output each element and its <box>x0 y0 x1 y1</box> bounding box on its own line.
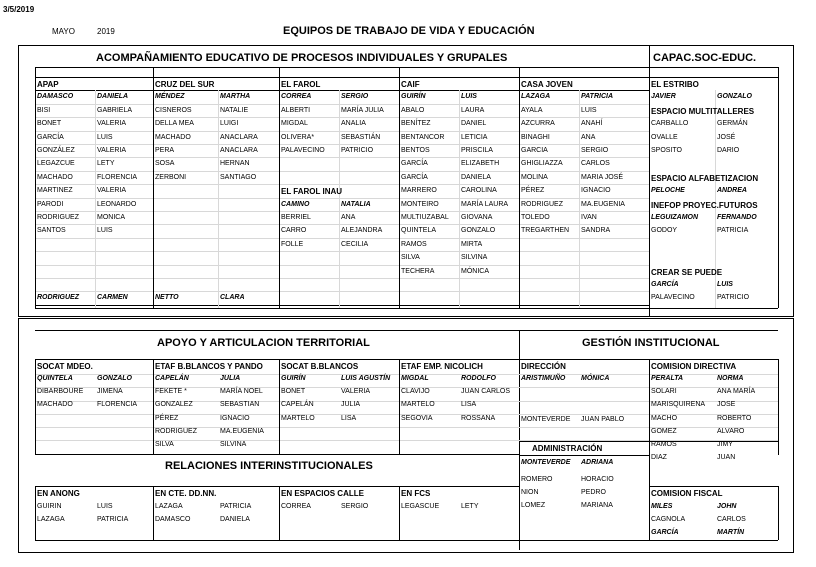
comision-fiscal-cell: CAGNOLA <box>651 516 686 523</box>
casa-joven-cell: ANAHÍ <box>581 120 603 127</box>
el-estribo-head: GONZALO <box>717 93 752 100</box>
espacio-multitalleres-cell: SPOSITO <box>651 147 682 154</box>
comision-directiva-cell: ALVARO <box>717 428 745 435</box>
caif-cell: MARRERO <box>401 187 437 194</box>
casa-joven-cell: RODRIGUEZ <box>521 201 563 208</box>
direccion-cell: JUAN PABLO <box>581 416 625 423</box>
grid-line <box>35 198 649 199</box>
etaf-bblancos-cell: GONZALEZ <box>155 401 193 408</box>
apap-cell: LETY <box>97 160 115 167</box>
administracion-name: ADMINISTRACIÓN <box>532 444 603 453</box>
el-farol-cell: ALBERTI <box>281 107 311 114</box>
grid-line <box>399 359 400 455</box>
en-cte-ddnn-name: EN CTE. DD.NN. <box>155 489 217 498</box>
espacio-alfabetizacion-head: ANDREA <box>717 187 747 194</box>
etaf-bblancos-cell: SILVINA <box>220 441 247 448</box>
comision-directiva-cell: JUAN <box>717 454 736 461</box>
grid-line <box>579 90 580 308</box>
apap-head: DANIELA <box>97 93 129 100</box>
cruz-del-sur-cell: ANACLARA <box>220 134 258 141</box>
el-farol-head: CORREA <box>281 93 312 100</box>
caif-cell: GARCÍA <box>401 160 428 167</box>
etaf-nicolich-cell: RODOLFO <box>461 375 496 382</box>
el-farol-cell: SEBASTIÁN <box>341 134 381 141</box>
etaf-nicolich-cell: SEGOVIA <box>401 415 433 422</box>
caif-cell: BENÍTEZ <box>401 120 431 127</box>
grid-line <box>35 540 778 541</box>
apap-cell: GARCÍA <box>37 134 64 141</box>
comision-directiva-cell: ANA MARÍA <box>717 388 756 395</box>
caif-cell: DANIEL <box>461 120 487 127</box>
socat-mdeo-cell: FLORENCIA <box>97 401 138 408</box>
cruz-del-sur-cell: CISNEROS <box>155 107 192 114</box>
casa-joven-cell: MA.EUGENIA <box>581 201 625 208</box>
grid-line <box>649 359 650 540</box>
inefop-cell: GODOY <box>651 227 678 234</box>
apap-cell: LEONARDO <box>97 201 137 208</box>
el-farol-head: SERGIO <box>341 93 369 100</box>
en-espacios-calle-cell: CORREA <box>281 503 311 510</box>
comision-directiva-cell: RAMOS <box>651 441 677 448</box>
etaf-bblancos-cell: RODRIGUEZ <box>155 428 197 435</box>
socat-bblancos-head: GUIRÍN <box>281 375 306 382</box>
etaf-nicolich-cell: LISA <box>461 401 477 408</box>
comision-directiva-cell: MACHO <box>651 415 678 422</box>
socat-mdeo-name: SOCAT MDEO. <box>37 362 93 371</box>
caif-cell: GIOVANA <box>461 214 493 221</box>
el-estribo-head: JAVIER <box>651 93 676 100</box>
en-espacios-calle-cell: SERGIO <box>341 503 369 510</box>
apap-cell: MONICA <box>97 214 125 221</box>
caif-cell: SILVA <box>401 254 420 261</box>
grid-line <box>18 318 794 319</box>
el-farol-inau-cell: BERRIEL <box>281 214 311 221</box>
casa-joven-cell: TOLEDO <box>521 214 550 221</box>
grid-line <box>35 117 649 118</box>
caif-head: LUIS <box>461 93 477 100</box>
caif-cell: BENTANCOR <box>401 134 445 141</box>
cruz-del-sur-cell: LUIGI <box>220 120 239 127</box>
grid-line <box>35 265 649 266</box>
grid-line <box>35 305 649 306</box>
el-farol-cell: OLIVERA* <box>281 134 315 141</box>
apap-cell: VALERIA <box>97 147 127 154</box>
socat-bblancos-head: LUIS AGUSTÍN <box>341 375 391 382</box>
grid-line <box>153 359 154 455</box>
apap-head: DAMASCO <box>37 93 74 100</box>
apap-cell: LEGAZCUE <box>37 160 75 167</box>
cruz-del-sur-foot: CLARA <box>220 294 245 301</box>
comision-fiscal-cell: MARTÍN <box>717 529 745 536</box>
grid-line <box>649 67 650 308</box>
apap-cell: MACHADO <box>37 174 73 181</box>
comision-fiscal-cell: GARCÍA <box>651 529 679 536</box>
etaf-bblancos-cell: MA.EUGENIA <box>220 428 264 435</box>
el-farol-name: EL FAROL <box>281 80 321 89</box>
caif-cell: BENTOS <box>401 147 430 154</box>
en-anong-cell: LAZAGA <box>37 516 65 523</box>
en-fcs-cell: LETY <box>461 503 479 510</box>
grid-line <box>35 224 649 225</box>
casa-joven-cell: IVAN <box>581 214 597 221</box>
crear-se-puede-name: CREAR SE PUEDE <box>651 268 723 277</box>
etaf-nicolich-cell: JUAN CARLOS <box>461 388 511 395</box>
comision-directiva-cell: GOMEZ <box>651 428 677 435</box>
grid-line <box>35 238 649 239</box>
casa-joven-cell: MARIA JOSÉ <box>581 174 624 181</box>
grid-line <box>35 278 649 279</box>
grid-line <box>18 316 794 317</box>
administracion-cell: LOMEZ <box>521 502 546 510</box>
grid-line <box>35 211 649 212</box>
socat-mdeo-head: GONZALO <box>97 375 132 382</box>
grid-line <box>218 90 219 308</box>
grid-line <box>18 45 794 46</box>
comision-directiva-name: COMISION DIRECTIVA <box>651 362 737 371</box>
grid-line <box>35 104 649 105</box>
comision-directiva-cell: JIMY <box>717 441 733 448</box>
apap-cell: GABRIELA <box>97 107 133 114</box>
apap-cell: VALERIA <box>97 187 127 194</box>
administracion-head: ADRIANA <box>581 459 614 466</box>
grid-line <box>778 67 779 308</box>
administracion-cell: PEDRO <box>581 489 606 497</box>
socat-mdeo-cell: MACHADO <box>37 401 73 408</box>
grid-line <box>279 486 280 540</box>
socat-bblancos-cell: CAPELÁN <box>281 401 314 408</box>
grid-line <box>399 486 400 540</box>
caif-cell: LAURA <box>461 107 485 114</box>
en-cte-ddnn-cell: PATRICIA <box>220 503 252 510</box>
cruz-del-sur-cell: DELLA MEA <box>155 120 194 127</box>
casa-joven-cell: PÉREZ <box>521 187 545 194</box>
caif-cell: ABALO <box>401 107 425 114</box>
el-farol-inau-head: CAMINO <box>281 201 310 208</box>
etaf-nicolich-cell: CLAVIJO <box>401 388 430 395</box>
direccion-head: MÓNICA <box>581 375 610 382</box>
grid-line <box>18 318 19 553</box>
etaf-bblancos-cell: IGNACIO <box>220 415 250 422</box>
espacio-multitalleres-cell: DARIO <box>717 147 740 154</box>
administracion-cell: MARIANA <box>581 502 613 510</box>
comision-directiva-head: NORMA <box>717 375 744 382</box>
cruz-del-sur-cell: HERNAN <box>220 160 250 167</box>
cruz-del-sur-cell: SANTIAGO <box>220 174 257 181</box>
en-fcs-name: EN FCS <box>401 489 431 498</box>
etaf-bblancos-cell: SEBASTIAN <box>220 401 260 408</box>
en-cte-ddnn-cell: DAMASCO <box>155 516 191 523</box>
grid-line <box>35 308 778 309</box>
apap-cell: RODRIGUEZ <box>37 214 79 221</box>
socat-bblancos-cell: JULIA <box>341 401 361 408</box>
caif-cell: ELIZABETH <box>461 160 500 167</box>
cruz-del-sur-cell: ANACLARA <box>220 147 258 154</box>
cruz-del-sur-foot: NETTO <box>155 294 179 301</box>
grid-line <box>95 90 96 308</box>
grid-line <box>35 330 778 331</box>
casa-joven-cell: GARCIA <box>521 147 548 154</box>
cruz-del-sur-cell: SOSA <box>155 160 175 167</box>
en-fcs-cell: LEGASCUE <box>401 503 440 510</box>
casa-joven-cell: LUIS <box>581 107 597 114</box>
apap-cell: BONET <box>37 120 62 127</box>
etaf-nicolich-cell: ROSSANA <box>461 415 496 422</box>
comision-directiva-cell: DIAZ <box>651 454 667 461</box>
cruz-del-sur-cell: PERA <box>155 147 175 154</box>
en-cte-ddnn-cell: DANIELA <box>220 516 250 523</box>
apap-foot: CARMEN <box>97 294 128 301</box>
caif-cell: DANIELA <box>461 174 491 181</box>
crear-se-puede-head: LUIS <box>717 281 733 288</box>
grid-line <box>279 359 280 455</box>
grid-line <box>35 184 649 185</box>
el-estribo-name: EL ESTRIBO <box>651 80 699 89</box>
apap-cell: LUIS <box>97 134 113 141</box>
crear-se-puede-head: GARCÍA <box>651 281 679 288</box>
caif-cell: TECHERA <box>401 268 435 275</box>
apap-foot: RODRIGUEZ <box>37 294 79 301</box>
grid-line <box>153 67 154 308</box>
el-farol-cell: PALAVECINO <box>281 147 325 154</box>
grid-line <box>793 318 794 553</box>
en-espacios-calle-name: EN ESPACIOS CALLE <box>281 489 364 498</box>
caif-cell: MIRTA <box>461 241 483 248</box>
casa-joven-cell: CARLOS <box>581 160 610 167</box>
el-farol-inau-cell: ALEJANDRA <box>341 227 383 234</box>
grid-line <box>35 67 36 308</box>
apap-cell: PARODI <box>37 201 64 208</box>
comision-fiscal-cell: CARLOS <box>717 516 746 523</box>
grid-line <box>35 171 649 172</box>
grid-line <box>793 45 794 317</box>
grid-line <box>35 90 649 91</box>
espacio-multitalleres-cell: JOSÉ <box>717 134 736 141</box>
espacio-multitalleres-cell: OVALLE <box>651 134 678 141</box>
en-anong-name: EN ANONG <box>37 489 80 498</box>
socat-mdeo-head: QUINTELA <box>37 375 73 382</box>
report-month: MAYO <box>52 27 75 36</box>
apap-cell: LUIS <box>97 227 113 234</box>
espacio-alfabetizacion-name: ESPACIO ALFABETIZACION <box>651 174 759 183</box>
report-date: 3/5/2019 <box>3 5 35 14</box>
etaf-bblancos-cell: MARÍA NOEL <box>220 388 263 395</box>
grid-line <box>35 359 36 455</box>
apap-name: APAP <box>37 80 59 89</box>
cruz-del-sur-cell: MACHADO <box>155 134 191 141</box>
en-anong-cell: GUIRIN <box>37 503 62 510</box>
comision-fiscal-head: MILES <box>651 503 673 510</box>
caif-cell: QUINTELA <box>401 227 437 234</box>
casa-joven-cell: AYALA <box>521 107 543 114</box>
el-farol-cell: ANALIA <box>341 120 366 127</box>
el-farol-inau-head: NATALIA <box>341 201 371 208</box>
etaf-bblancos-name: ETAF B.BLANCOS Y PANDO <box>155 362 263 371</box>
inefop-head: FERNANDO <box>717 214 757 221</box>
casa-joven-head: LAZAGA <box>521 93 551 100</box>
grid-line <box>35 454 519 455</box>
grid-line <box>18 552 794 553</box>
etaf-bblancos-cell: SILVA <box>155 441 174 448</box>
caif-cell: GARCÍA <box>401 174 428 181</box>
capac-title: CAPAC.SOC-EDUC. <box>653 52 757 64</box>
grid-line <box>35 486 519 487</box>
grid-line <box>35 291 649 292</box>
el-farol-cell: MARÍA JULIA <box>341 107 384 114</box>
casa-joven-name: CASA JOVEN <box>521 80 573 89</box>
etaf-bblancos-head: JULIA <box>220 375 241 382</box>
grid-line <box>778 486 779 540</box>
caif-cell: MONTEIRO <box>401 201 439 208</box>
administracion-head: MONTEVERDE <box>521 459 571 466</box>
espacio-multitalleres-cell: CARBALLO <box>651 120 689 127</box>
casa-joven-cell: SERGIO <box>581 147 609 154</box>
administracion-cell: HORACIO <box>581 476 614 483</box>
inefop-head: LEGUIZAMON <box>651 214 699 221</box>
grid-line <box>153 486 154 540</box>
grid-line <box>778 359 779 455</box>
crear-se-puede-cell: PATRICIO <box>717 294 750 301</box>
apap-cell: GONZÁLEZ <box>37 147 75 154</box>
caif-cell: PRISCILA <box>461 147 493 154</box>
espacio-multitalleres-cell: GERMÁN <box>717 120 748 127</box>
comision-fiscal-head: JOHN <box>717 503 737 510</box>
socat-mdeo-cell: DIBARBOURE <box>37 388 84 395</box>
administracion-cell: NION <box>521 489 539 497</box>
etaf-bblancos-cell: FEKETE * <box>155 388 187 395</box>
el-farol-inau-cell: FOLLE <box>281 241 304 248</box>
cruz-del-sur-cell: NATALIE <box>220 107 249 114</box>
en-cte-ddnn-cell: LAZAGA <box>155 503 183 510</box>
casa-joven-cell: IGNACIO <box>581 187 611 194</box>
comision-directiva-cell: MARISQUIRENA <box>651 401 706 408</box>
direccion-head: ARISTIMUÑO <box>521 375 566 382</box>
inefop-name: INEFOP PROYEC.FUTUROS <box>651 201 758 210</box>
socat-bblancos-cell: BONET <box>281 388 306 395</box>
etaf-nicolich-cell: MARTELO <box>401 401 435 408</box>
espacio-multitalleres-name: ESPACIO MULTITALLERES <box>651 107 755 116</box>
grid-line <box>339 90 340 308</box>
inefop-cell: PATRICIA <box>717 227 749 234</box>
gestion-title: GESTIÓN INSTITUCIONAL <box>582 337 720 349</box>
el-farol-inau-cell: CECILIA <box>341 241 369 248</box>
caif-cell: RAMOS <box>401 241 427 248</box>
el-farol-inau-name: EL FAROL INAU <box>281 187 343 196</box>
caif-cell: GONZALO <box>461 227 496 234</box>
apap-cell: MARTINEZ <box>37 187 73 194</box>
grid-line <box>519 455 649 456</box>
casa-joven-cell: ANA <box>581 134 596 141</box>
grid-line <box>649 486 778 487</box>
grid-line <box>35 67 778 68</box>
grid-line <box>35 157 649 158</box>
apoyo-title: APOYO Y ARTICULACION TERRITORIAL <box>157 337 370 349</box>
socat-mdeo-cell: JIMENA <box>97 388 123 395</box>
crear-se-puede-cell: PALAVECINO <box>651 294 695 301</box>
casa-joven-cell: GHIGLIAZZA <box>521 160 563 167</box>
apap-cell: SANTOS <box>37 227 66 234</box>
caif-cell: MULTIUZABAL <box>401 214 449 221</box>
comision-directiva-head: PERALTA <box>651 375 684 382</box>
apap-cell: BISI <box>37 107 51 114</box>
casa-joven-cell: BINAGHI <box>521 134 550 141</box>
grid-line <box>35 131 649 132</box>
casa-joven-cell: MOLINA <box>521 174 548 181</box>
report-title: EQUIPOS DE TRABAJO DE VIDA Y EDUCACIÓN <box>283 25 535 37</box>
casa-joven-cell: AZCURRA <box>521 120 555 127</box>
etaf-nicolich-name: ETAF EMP. NICOLICH <box>401 362 483 371</box>
grid-line <box>35 251 649 252</box>
cruz-del-sur-name: CRUZ DEL SUR <box>155 80 215 89</box>
comision-directiva-cell: SOLARI <box>651 388 677 395</box>
apap-cell: FLORENCIA <box>97 174 138 181</box>
grid-line <box>18 45 19 317</box>
administracion-cell: ROMERO <box>521 476 553 483</box>
casa-joven-cell: SANDRA <box>581 227 611 234</box>
grid-line <box>459 90 460 308</box>
cruz-del-sur-head: MÉNDEZ <box>155 93 185 100</box>
caif-name: CAIF <box>401 80 420 89</box>
caif-head: GUIRÍN <box>401 93 426 100</box>
cruz-del-sur-cell: ZERBONI <box>155 174 187 181</box>
en-anong-cell: PATRICIA <box>97 516 129 523</box>
socat-bblancos-cell: MARTELO <box>281 415 315 422</box>
direccion-name: DIRECCIÓN <box>521 362 566 371</box>
el-farol-inau-cell: CARRO <box>281 227 307 234</box>
caif-cell: SILVINA <box>461 254 488 261</box>
top-section-title: ACOMPAÑAMIENTO EDUCATIVO DE PROCESOS INDIVIDUALES Y GRUPALES <box>96 52 508 64</box>
caif-cell: MARÍA LAURA <box>461 201 509 208</box>
comision-fiscal-name: COMISION FISCAL <box>651 489 723 498</box>
report-year: 2019 <box>97 27 115 36</box>
grid-line <box>399 67 400 308</box>
etaf-bblancos-cell: PÉREZ <box>155 415 179 422</box>
casa-joven-head: PATRICIA <box>581 93 614 100</box>
comision-directiva-cell: ROBERTO <box>717 415 752 422</box>
grid-line <box>35 359 778 360</box>
apap-cell: VALERIA <box>97 120 127 127</box>
espacio-alfabetizacion-head: PELOCHE <box>651 187 685 194</box>
en-anong-cell: LUIS <box>97 503 113 510</box>
etaf-nicolich-cell: MIGDAL <box>401 375 429 382</box>
direccion-cell: MONTEVERDE <box>521 416 571 423</box>
caif-cell: LETICIA <box>461 134 488 141</box>
caif-cell: CAROLINA <box>461 187 497 194</box>
socat-bblancos-name: SOCAT B.BLANCOS <box>281 362 359 371</box>
etaf-bblancos-head: CAPELÁN <box>155 375 189 382</box>
socat-bblancos-cell: LISA <box>341 415 357 422</box>
el-farol-cell: MIGDAL <box>281 120 308 127</box>
casa-joven-cell: TREGARTHEN <box>521 227 570 234</box>
grid-line <box>35 77 778 78</box>
relaciones-title: RELACIONES INTERINSTITUCIONALES <box>165 460 373 472</box>
comision-directiva-cell: JOSE <box>717 401 736 408</box>
grid-line <box>35 486 36 540</box>
grid-line <box>279 67 280 308</box>
caif-cell: MÓNICA <box>461 268 489 275</box>
socat-bblancos-cell: VALERIA <box>341 388 371 395</box>
el-farol-inau-cell: ANA <box>341 214 356 221</box>
el-farol-cell: PATRICIO <box>341 147 374 154</box>
cruz-del-sur-head: MARTHA <box>220 93 251 100</box>
grid-line <box>519 67 520 308</box>
grid-line <box>35 144 649 145</box>
